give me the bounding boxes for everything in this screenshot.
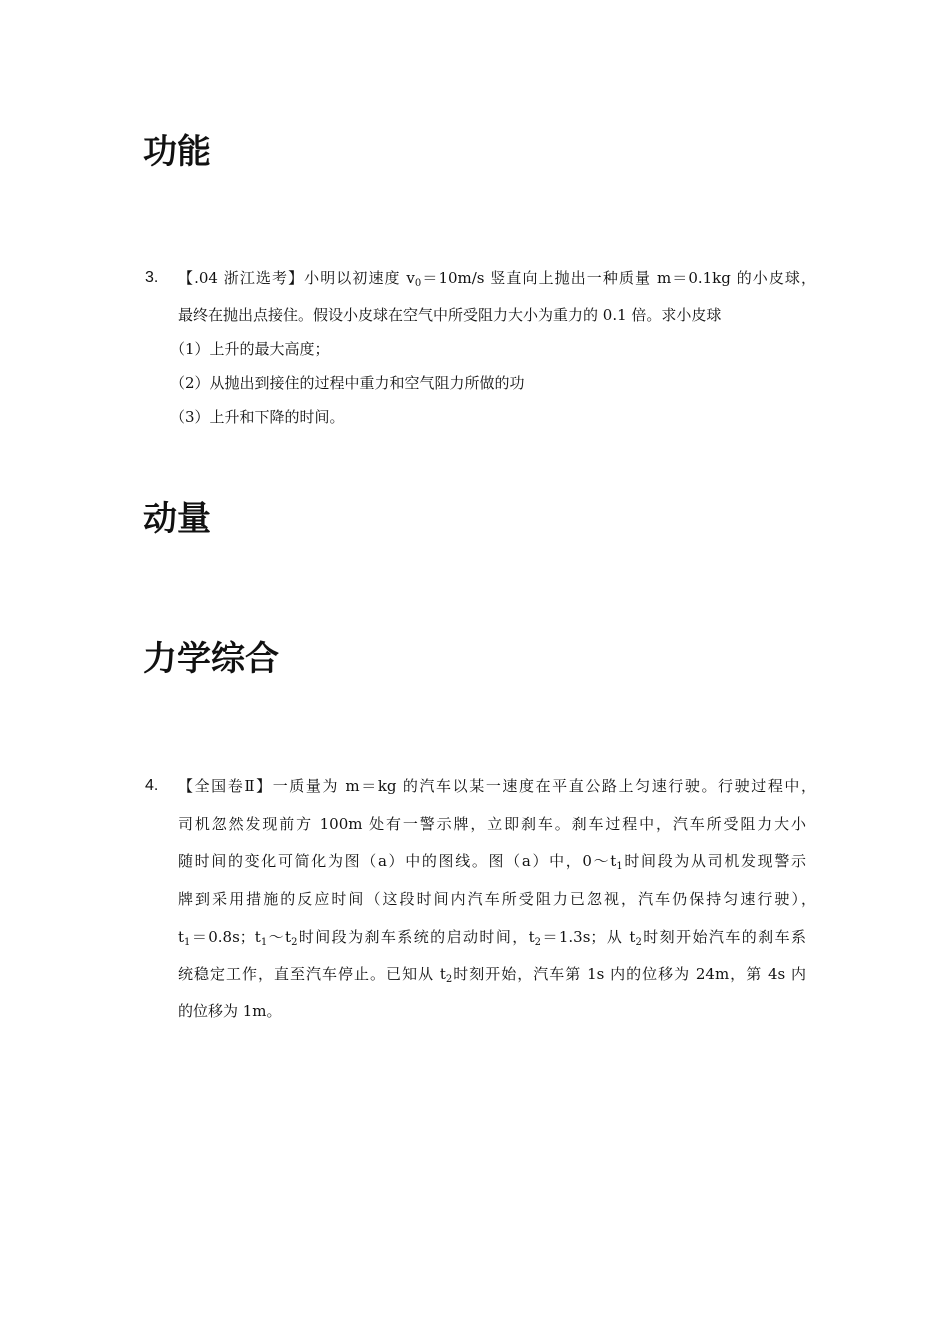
problem-text-line: 【全国卷Ⅱ】一质量为 m＝kg 的汽车以某一速度在平直公路上匀速行驶。行驶过程中， [178,777,816,795]
problem-text-line: 的位移为 1m。 [178,1002,282,1020]
problem-number: 4. [145,777,159,794]
sub-question-1: （1）上升的最大高度； [170,340,330,358]
sub-question-3: （3）上升和下降的时间。 [170,408,345,426]
section-heading-work-energy: 功能 [143,132,211,172]
problem-text-line: 牌到采用措施的反应时间（这段时间内汽车所受阻力已忽视，汽车仍保持匀速行驶）， [178,890,816,908]
problem-text-line: 司机忽然发现前方 100m 处有一警示牌，立即刹车。刹车过程中，汽车所受阻力大小 [178,815,806,833]
problem-text-line: $t_1=0.8s$；$t_1\sim t_2$时间段为刹车系统的启动时间，$t_2=1.3s$；从 $t_2$时刻开始汽车的刹车系 [178,928,806,948]
section-heading-mechanics: 力学综合 [143,639,279,679]
problem-text-line: 最终在抛出点接住。假设小皮球在空气中所受阻力大小为重力的 0.1 倍。求小皮球 [178,306,722,324]
problem-text-line: 【.04 浙江选考】小明以初速度 $v_0=10m/s$ 竖直向上抛出一种质量 m＝0.1kg 的小皮球， [178,269,817,289]
problem-text-line: 统稳定工作，直至汽车停止。已知从 $t_2$时刻开始，汽车第 1s 内的位移为 24m，第 4s 内 [178,965,806,985]
sub-question-2: （2）从抛出到接住的过程中重力和空气阻力所做的功 [170,374,525,392]
problem-number: 3. [145,269,159,286]
section-heading-momentum: 动量 [143,499,211,539]
problem-text-line: 随时间的变化可简化为图（a）中的图线。图（a）中，$0\sim t_1$时间段为从司机发现警示 [178,852,806,872]
